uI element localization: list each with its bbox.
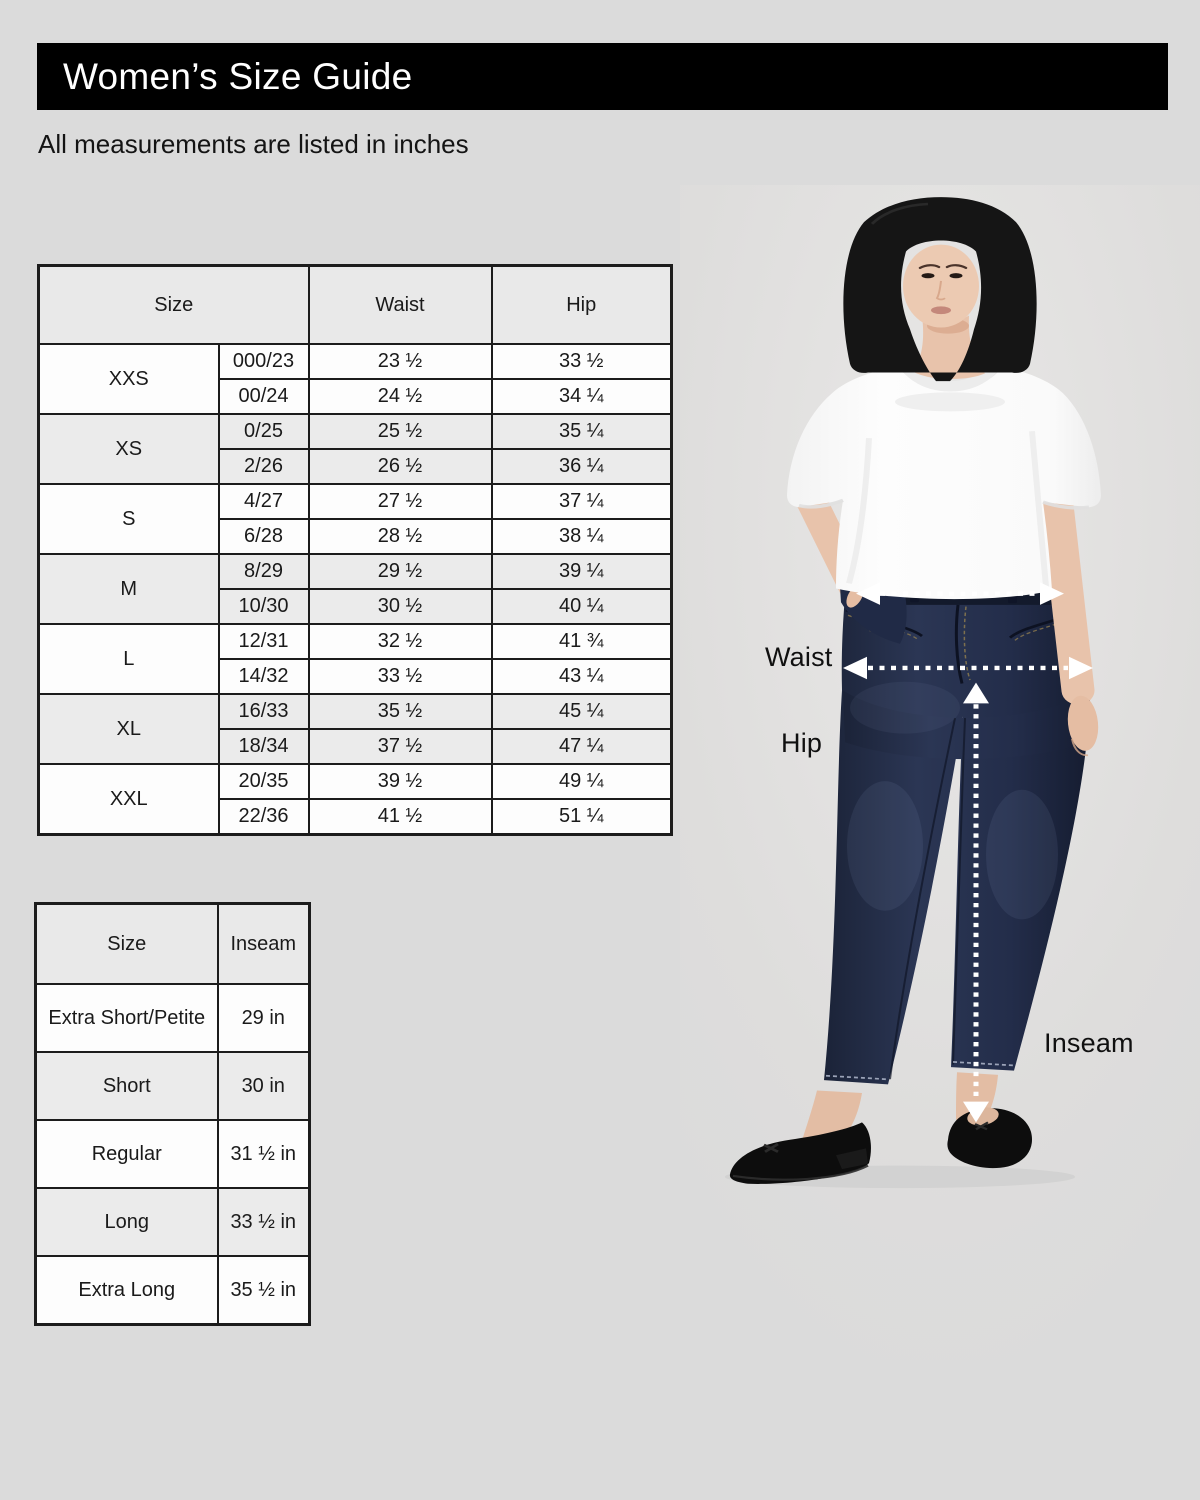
size-cell: 20/35 [219, 764, 309, 799]
waist-cell: 41 ½ [309, 799, 492, 835]
table-row [39, 484, 672, 519]
size-cell: 8/29 [219, 554, 309, 589]
waist-cell: 29 ½ [309, 554, 492, 589]
hip-cell: 47 ¼ [492, 729, 672, 764]
waist-cell: 32 ½ [309, 624, 492, 659]
size-cell: 12/31 [219, 624, 309, 659]
inseam-cell: 31 ½ in [218, 1120, 310, 1188]
size-waist-hip-table [37, 264, 673, 836]
hip-measure-label: Hip [781, 728, 823, 758]
hip-cell: 49 ¼ [492, 764, 672, 799]
size-group-label: XL [39, 694, 219, 764]
size-cell: 10/30 [219, 589, 309, 624]
waist-cell: 26 ½ [309, 449, 492, 484]
length-cell: Extra Short/Petite [36, 984, 218, 1052]
hip-cell: 36 ¼ [492, 449, 672, 484]
size-group-label: XXS [39, 344, 219, 414]
length-cell: Regular [36, 1120, 218, 1188]
size-cell: 00/24 [219, 379, 309, 414]
waist-cell: 35 ½ [309, 694, 492, 729]
size-group-label: XXL [39, 764, 219, 835]
hip-column-header: Hip [492, 266, 672, 345]
hip-cell: 40 ¼ [492, 589, 672, 624]
waist-cell: 37 ½ [309, 729, 492, 764]
length-cell: Short [36, 1052, 218, 1120]
left-eye [922, 273, 935, 278]
size-column-header: Size [36, 904, 218, 985]
inseam-cell: 33 ½ in [218, 1188, 310, 1256]
size-cell: 0/25 [219, 414, 309, 449]
waist-cell: 30 ½ [309, 589, 492, 624]
size-cell: 2/26 [219, 449, 309, 484]
waist-cell: 23 ½ [309, 344, 492, 379]
waist-measure-label: Waist [765, 642, 833, 672]
page-title: Women’s Size Guide [63, 55, 413, 97]
inseam-measure-label: Inseam [1044, 1028, 1134, 1058]
table-row [36, 1052, 310, 1120]
size-cell: 4/27 [219, 484, 309, 519]
size-cell: 14/32 [219, 659, 309, 694]
lips [931, 306, 951, 314]
hip-cell: 45 ¼ [492, 694, 672, 729]
hip-cell: 37 ¼ [492, 484, 672, 519]
table-header-row [36, 904, 310, 985]
hip-cell: 43 ¼ [492, 659, 672, 694]
size-cell: 18/34 [219, 729, 309, 764]
size-cell: 22/36 [219, 799, 309, 835]
waist-cell: 33 ½ [309, 659, 492, 694]
table-row [39, 694, 672, 729]
hip-cell: 35 ¼ [492, 414, 672, 449]
waist-cell: 28 ½ [309, 519, 492, 554]
inseam-cell: 30 in [218, 1052, 310, 1120]
size-cell: 6/28 [219, 519, 309, 554]
hip-cell: 41 ¾ [492, 624, 672, 659]
length-cell: Extra Long [36, 1256, 218, 1325]
size-group-label: S [39, 484, 219, 554]
model-photo [680, 185, 1200, 1360]
waist-cell: 24 ½ [309, 379, 492, 414]
waist-column-header: Waist [309, 266, 492, 345]
size-column-header: Size [39, 266, 309, 345]
right-eye [950, 273, 963, 278]
table-row [39, 554, 672, 589]
inseam-cell: 29 in [218, 984, 310, 1052]
table-row [36, 1188, 310, 1256]
title-bar [37, 43, 1168, 110]
table-row [36, 984, 310, 1052]
table-row [39, 414, 672, 449]
hip-cell: 51 ¼ [492, 799, 672, 835]
inseam-column-header: Inseam [218, 904, 310, 985]
head [843, 197, 1036, 381]
inseam-cell: 35 ½ in [218, 1256, 310, 1325]
hip-cell: 34 ¼ [492, 379, 672, 414]
table-row [39, 764, 672, 799]
table-row [36, 1256, 310, 1325]
size-group-label: L [39, 624, 219, 694]
measurement-units-note: All measurements are listed in inches [38, 129, 469, 159]
inseam-table [34, 902, 311, 1326]
size-cell: 16/33 [219, 694, 309, 729]
table-row [36, 1120, 310, 1188]
waist-cell: 39 ½ [309, 764, 492, 799]
size-group-label: M [39, 554, 219, 624]
hip-cell: 38 ¼ [492, 519, 672, 554]
hip-cell: 39 ¼ [492, 554, 672, 589]
hip-cell: 33 ½ [492, 344, 672, 379]
table-header-row [39, 266, 672, 345]
table-row [39, 624, 672, 659]
length-cell: Long [36, 1188, 218, 1256]
size-group-label: XS [39, 414, 219, 484]
size-cell: 000/23 [219, 344, 309, 379]
waist-cell: 25 ½ [309, 414, 492, 449]
waist-cell: 27 ½ [309, 484, 492, 519]
table-row [39, 344, 672, 379]
